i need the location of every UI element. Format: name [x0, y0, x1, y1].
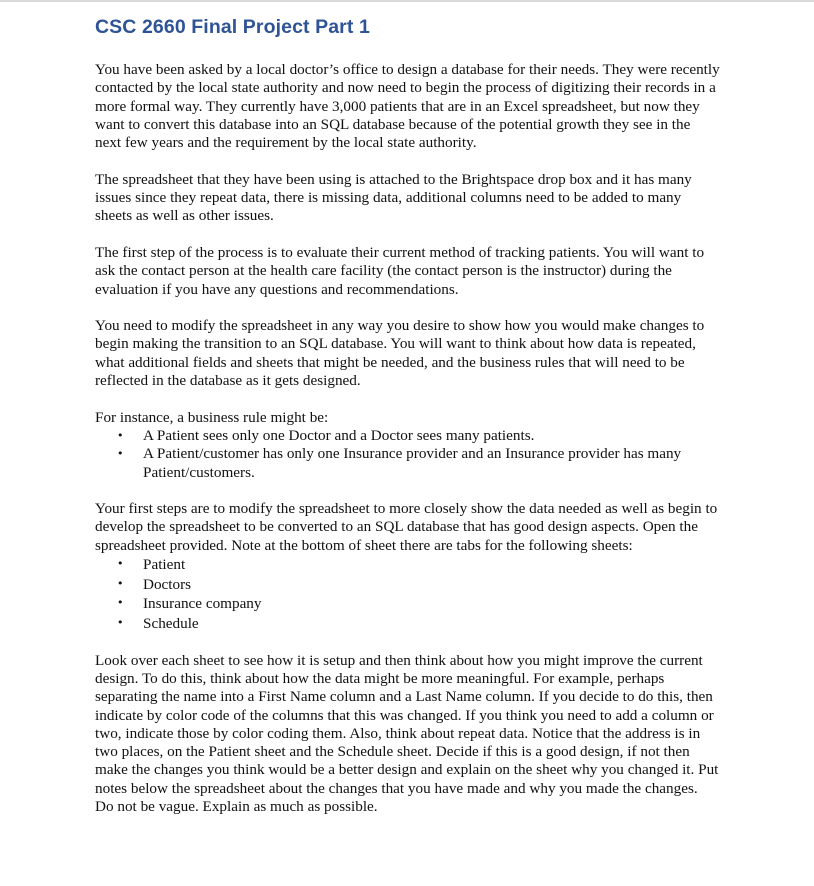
sheet-name: Patient: [143, 556, 186, 574]
business-rule-text: A Patient sees only one Doctor and a Doctor sees many patients.: [143, 426, 535, 444]
bullet-icon: •: [117, 596, 124, 610]
sheet-name: Doctors: [143, 575, 192, 593]
paragraph-spreadsheet-issues: The spreadsheet that they have been using is attached to the Brightspace drop box and it has many issues since they repeat data, there is missing data, additional columns need to be added to many sheets as well as other issues.: [95, 170, 692, 225]
list-item: [95, 614, 720, 634]
bullet-icon: •: [117, 615, 124, 629]
bullet-icon: •: [117, 557, 124, 571]
list-item: [95, 594, 720, 614]
business-rules-list: [95, 427, 720, 482]
bullet-icon: •: [117, 447, 124, 461]
document-body: [95, 61, 720, 816]
list-item: [95, 427, 720, 445]
paragraph-first-steps: Your first steps are to modify the spreadsheet to more closely show the data needed as well as begin to develop the spreadsheet to be converted to an SQL database that has good design aspects. Open the spreadsheet provided. Note at the bottom of sheet there are tabs for the following sheets:: [95, 500, 718, 554]
paragraph-evaluation: The first step of the process is to evaluate their current method of tracking patients. You will want to ask the contact person at the health care facility (the contact person is the instructor) during the evaluation if you have any questions and recommendations.: [95, 243, 705, 298]
paragraph-closing-instructions: Look over each sheet to see how it is setup and then think about how you might improve the current design. To do this, think about how the data might be more meaningful. For example, perhaps separating the name into a First Name column and a Last Name column. If you decide to do this, then indicate by color code of the columns that this was changed. If you think you need to add a column or two, indicate those by color coding them. Also, think about repeat data. Notice that the address is in two places, on the Patient sheet and the Schedule sheet. Decide if this is a good design, if not then make the changes you think would be a better design and explain on the sheet why you changed it. Put notes below the spreadsheet about the changes that you have made and why you made the changes. Do not be vague. Explain as much as possible.: [95, 651, 719, 816]
bullet-icon: •: [117, 428, 124, 442]
sheet-name: Schedule: [143, 614, 199, 632]
list-item: [95, 445, 720, 482]
sheets-list: [95, 555, 720, 633]
list-item: [95, 575, 720, 595]
bullet-icon: •: [117, 576, 124, 590]
paragraph-intro: You have been asked by a local doctor’s office to design a database for their needs. They were recently contacted by the local state authority and now need to begin the process of digitizing their records in a more formal way. They currently have 3,000 patients that are in an Excel spreadsheet, but now they want to convert this database into an SQL database because of the potential growth they see in the next few years and the requirement by the local state authority.: [95, 61, 720, 152]
business-rule-text: A Patient/customer has only one Insurance provider and an Insurance provider has many Patient/customers.: [143, 445, 682, 481]
document-title: CSC 2660 Final Project Part 1: [95, 16, 370, 38]
list-item: [95, 555, 720, 575]
page-top-border: [0, 0, 814, 2]
document-page: [95, 14, 720, 816]
sheet-name: Insurance company: [143, 595, 262, 613]
paragraph-modify-spreadsheet: You need to modify the spreadsheet in any way you desire to show how you would make changes to begin making the transition to an SQL database. You will want to think about how data is repeated, what additional fields and sheets that might be needed, and the business rules that will need to be reflected in the database as it gets designed.: [95, 317, 705, 390]
paragraph-business-rule-intro: For instance, a business rule might be:: [95, 408, 329, 426]
